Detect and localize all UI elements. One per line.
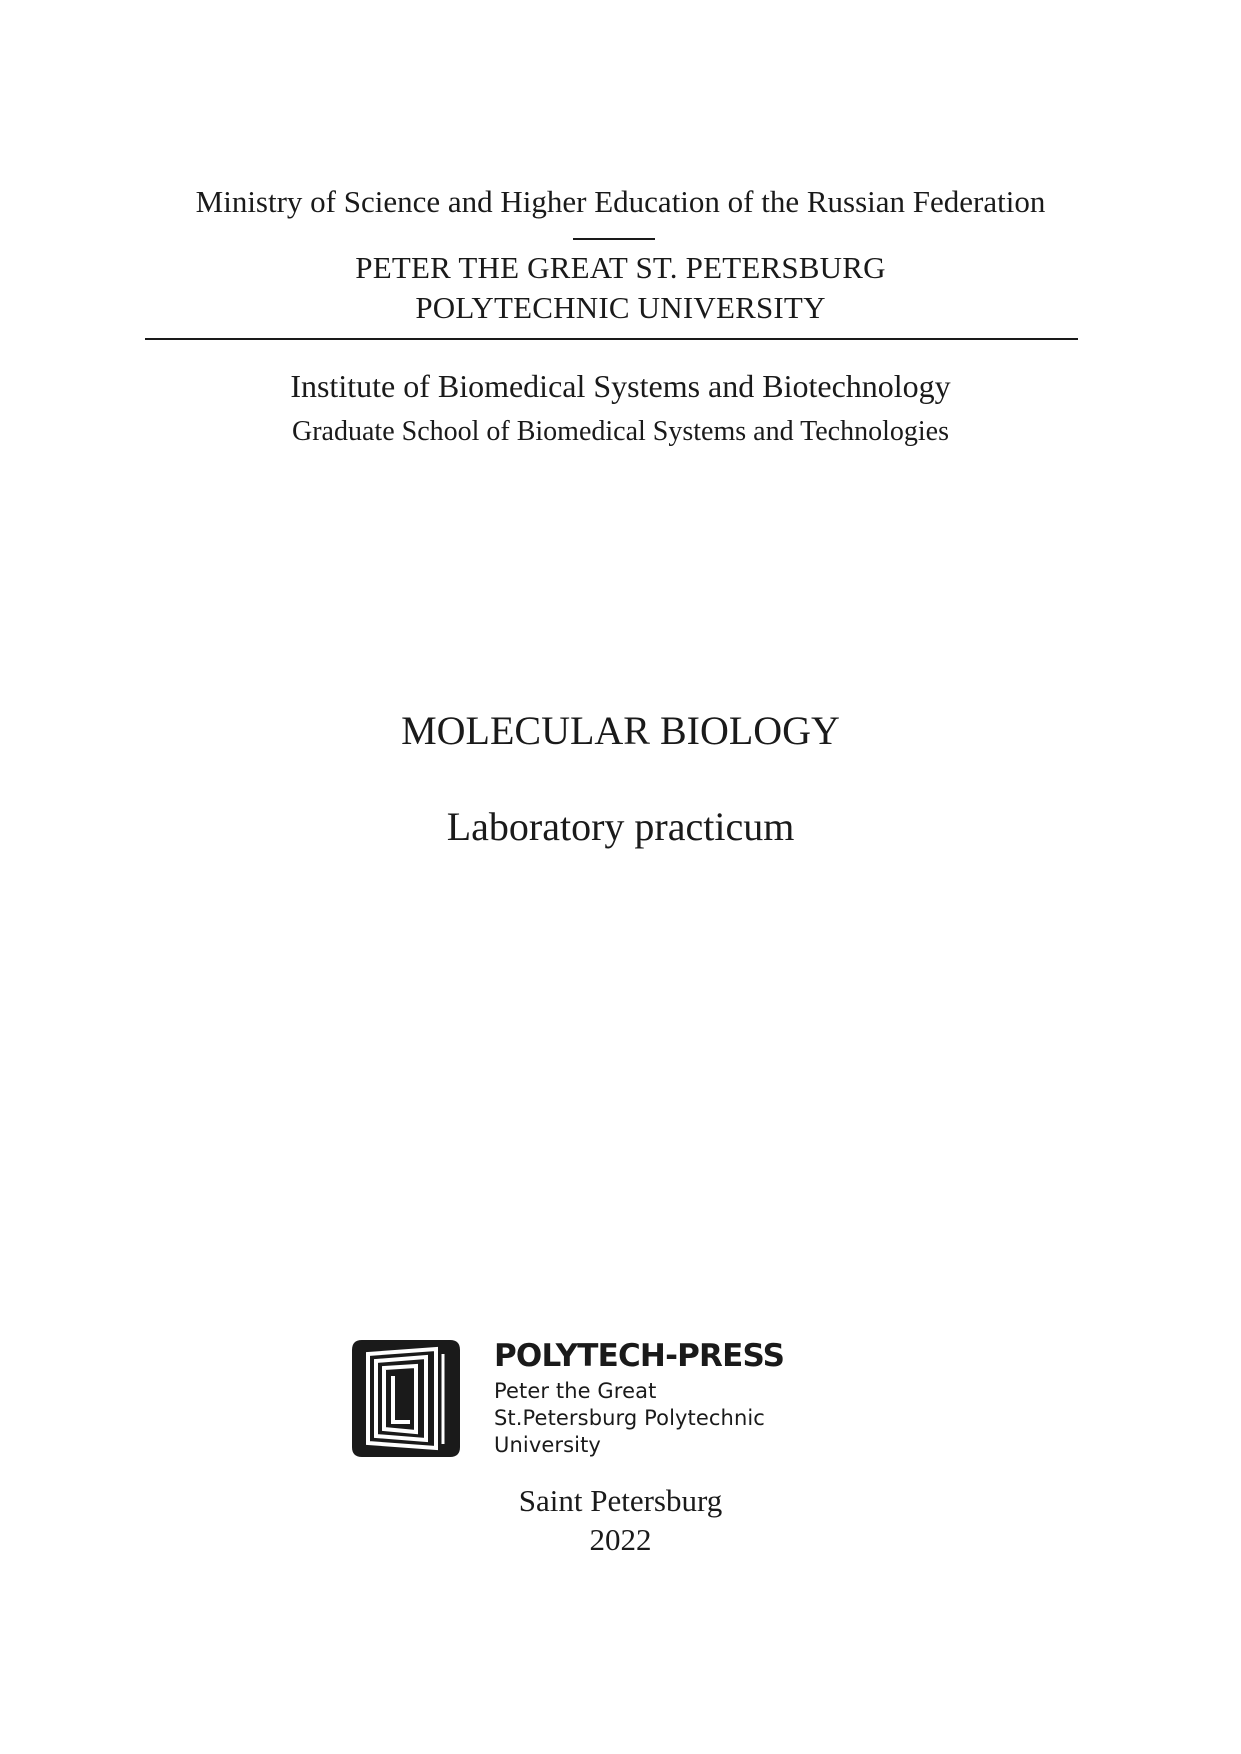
book-subtitle: Laboratory practicum	[446, 804, 795, 849]
publisher-name: POLYTECH-PRESS	[494, 1338, 785, 1374]
header-divider	[145, 338, 1078, 340]
polytech-press-book-logo-icon	[348, 1336, 464, 1461]
book-title: MOLECULAR BIOLOGY	[401, 708, 840, 753]
school-name: Graduate School of Biomedical Systems and Technologies	[292, 416, 949, 447]
publisher-subline-2: St.Petersburg Polytechnic	[494, 1406, 765, 1430]
publisher-block	[494, 1338, 784, 1459]
publisher-subline-3: University	[494, 1433, 601, 1457]
institute-name: Institute of Biomedical Systems and Biotechnology	[290, 368, 951, 404]
publisher-subline-1: Peter the Great	[494, 1379, 657, 1403]
short-divider	[573, 238, 655, 240]
university-name-line-2: POLYTECHNIC UNIVERSITY	[415, 290, 826, 325]
ministry-name: Ministry of Science and Higher Education of the Russian Federation	[195, 184, 1046, 219]
publication-year: 2022	[589, 1522, 652, 1557]
university-name-line-1: PETER THE GREAT ST. PETERSBURG	[355, 250, 886, 285]
publication-city: Saint Petersburg	[518, 1483, 723, 1518]
